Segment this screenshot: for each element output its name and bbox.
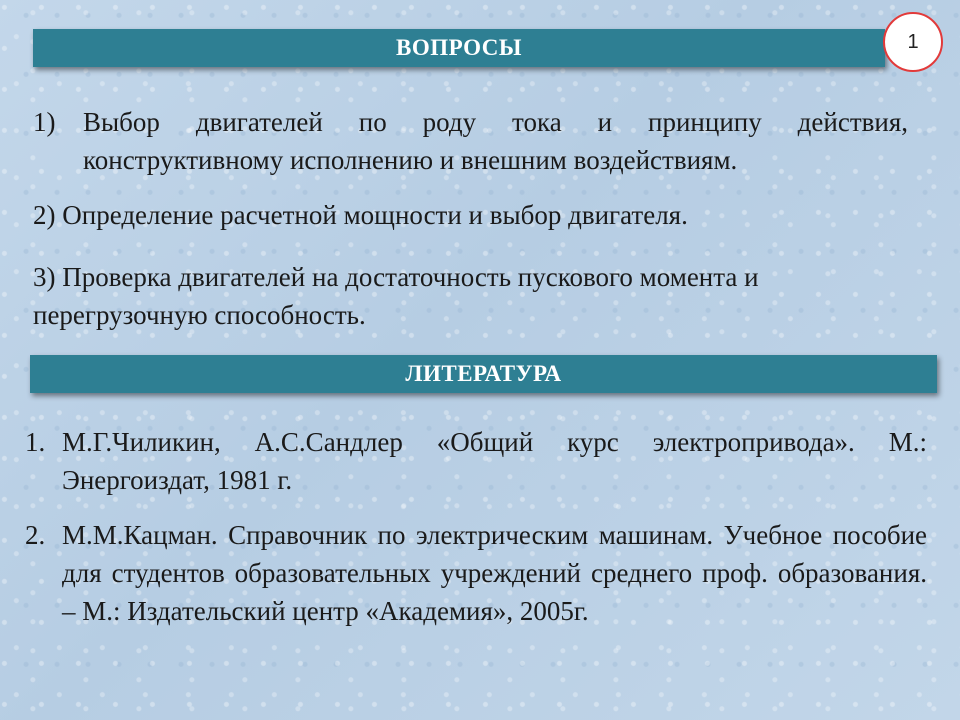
literature-header xyxy=(30,355,937,393)
question-item-3: 3) Проверка двигателей на достаточность пускового момента и перегрузочную способность. xyxy=(33,262,759,330)
literature-item-2 xyxy=(25,516,927,630)
literature-item-1 xyxy=(25,423,927,499)
literature-2-text: М.М.Кацман. Справочник по электрическим машинам. Учебное пособие для студентов образовательных учреждений среднего проф. образования. – М.: Издательский центр «Академия», 2005г. xyxy=(62,520,927,626)
question-1-number: 1) xyxy=(33,107,56,137)
question-item-2: 2) Определение расчетной мощности и выбор двигателя. xyxy=(33,200,688,230)
literature-title: ЛИТЕРАТУРА xyxy=(405,361,562,386)
questions-header xyxy=(33,29,885,67)
slide-number-badge xyxy=(883,12,943,72)
slide-number: 1 xyxy=(907,30,919,53)
questions-title: ВОПРОСЫ xyxy=(396,35,522,60)
question-item-1 xyxy=(33,103,908,179)
literature-1-number: 1. xyxy=(25,427,46,457)
literature-2-number: 2. xyxy=(25,520,46,550)
literature-1-text: М.Г.Чиликин, А.С.Сандлер «Общий курс электропривода». М.: Энергоиздат, 1981 г. xyxy=(62,427,927,495)
question-1-text: Выбор двигателей по роду тока и принципу действия, конструктивному исполнению и внешним воздействиям. xyxy=(83,107,908,175)
